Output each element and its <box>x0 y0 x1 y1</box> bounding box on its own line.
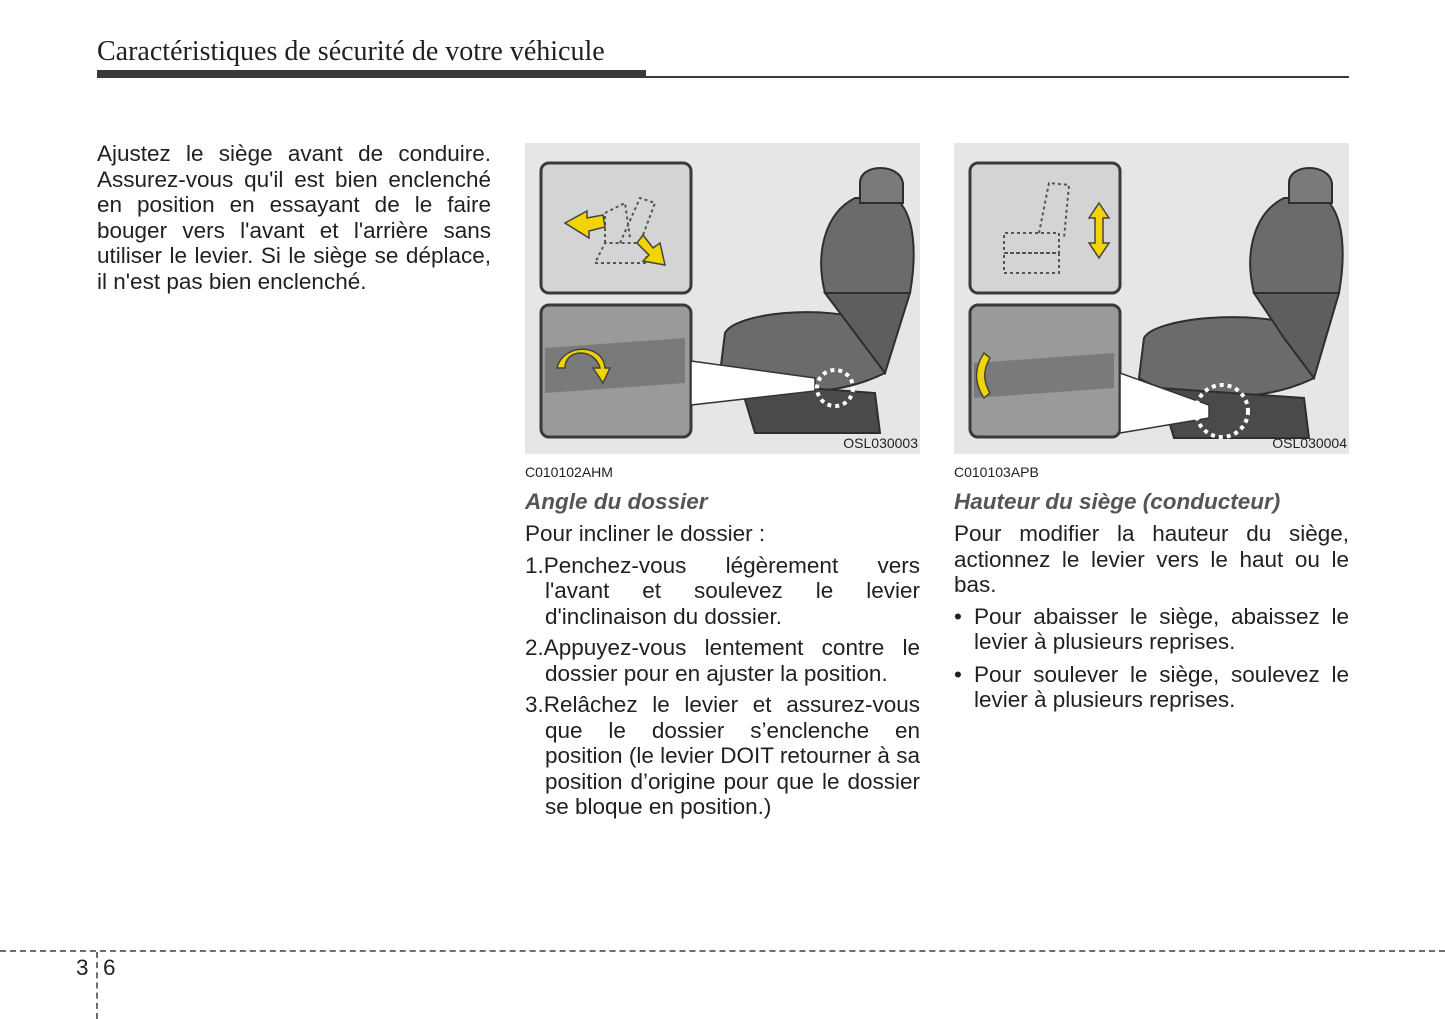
bullet-icon: • <box>954 603 962 629</box>
bullet-icon: • <box>954 661 962 687</box>
section-seat-height <box>954 143 1349 720</box>
page-header-title: Caractéristiques de sécurité de votre véhicule <box>97 36 605 67</box>
list-item: 3.Relâchez le levier et assurez-vous que le dossier s’enclenche en position (le levier DOIT retourner à sa position d’origine pour que le dossier se bloque en position.) <box>525 692 920 819</box>
seatback-angle-figure <box>525 143 920 454</box>
list-item: 2.Appuyez-vous lentement contre le dossier pour en ajuster la position. <box>525 635 920 686</box>
list-item <box>954 662 1349 713</box>
footer-divider <box>96 952 98 1019</box>
section-intro: Pour incliner le dossier : <box>525 521 766 546</box>
page-number: 6 <box>103 955 116 980</box>
figure-code: OSL030003 <box>843 435 918 451</box>
reference-code: C010103APB <box>954 464 1039 480</box>
bullet-list <box>954 604 1349 713</box>
list-item <box>954 604 1349 655</box>
steps-list <box>525 553 920 820</box>
section-title: Angle du dossier <box>525 489 708 514</box>
list-item-text: Pour soulever le siège, soulevez le levier à plusieurs reprises. <box>974 661 1349 712</box>
section-intro: Pour modifier la hauteur du siège, actionnez le levier vers le haut ou le bas. <box>954 521 1349 597</box>
header-rule-thick <box>97 70 646 78</box>
seat-illustration <box>525 143 920 454</box>
intro-paragraph: Ajustez le siège avant de conduire. Assurez-vous qu'il est bien enclenché en position en essayant de le faire bouger vers l'avant et l'arrière sans utiliser le levier. Si le siège se déplace, il n'est pas bien enclenché. <box>97 141 491 294</box>
list-item: 1.Penchez-vous légèrement vers l'avant et soulevez le levier d'inclinaison du dossier. <box>525 552 920 629</box>
section-title: Hauteur du siège (conducteur) <box>954 489 1281 514</box>
footer-rule <box>0 950 1445 952</box>
reference-code: C010102AHM <box>525 464 613 480</box>
seat-illustration <box>954 143 1349 454</box>
header-rule-thin <box>646 76 1349 78</box>
section-seatback-angle <box>525 143 920 826</box>
chapter-number: 3 <box>76 955 89 980</box>
seat-height-figure <box>954 143 1349 454</box>
figure-code: OSL030004 <box>1272 435 1347 451</box>
list-item-text: Pour abaisser le siège, abaissez le levier à plusieurs reprises. <box>974 603 1349 654</box>
